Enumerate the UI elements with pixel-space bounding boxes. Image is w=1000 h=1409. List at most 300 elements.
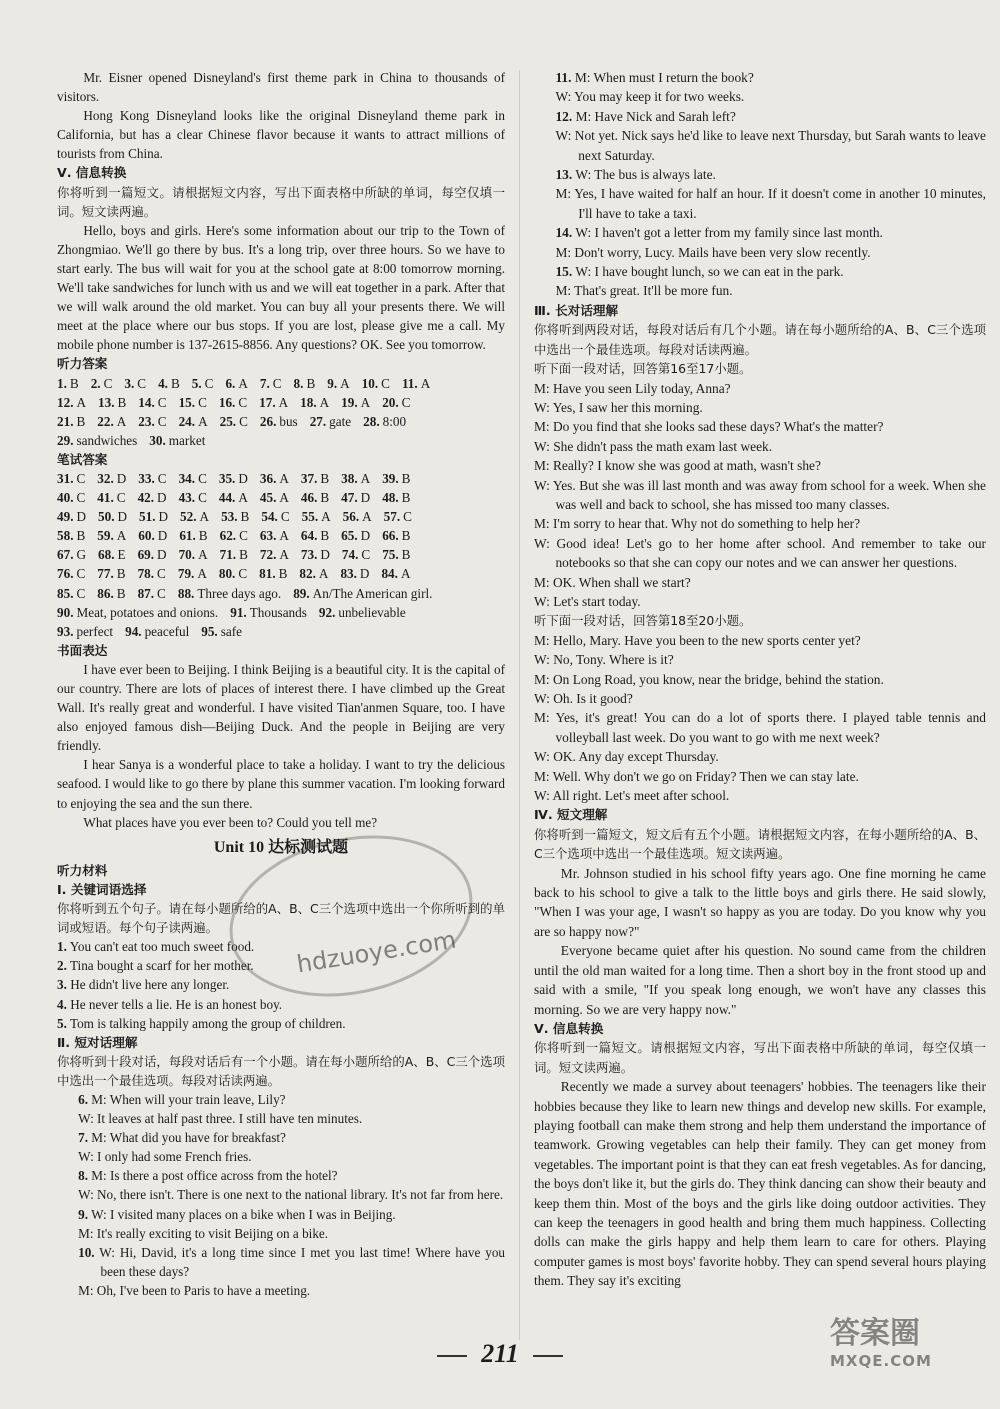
dialog-text: W: I visited many places on a bike when I was in Beijing.: [91, 1206, 396, 1222]
answer-item: [97, 564, 125, 583]
answer-value: D: [76, 509, 87, 525]
dialog-line: [57, 1185, 505, 1204]
answer-item: [310, 412, 351, 431]
answer-value: perfect: [76, 623, 114, 639]
answer-value: B: [116, 585, 126, 601]
answer-number: 80.: [218, 566, 236, 582]
answer-value: D: [360, 490, 371, 506]
section-title: Ⅱ. 短对话理解: [57, 1034, 138, 1050]
answer-item: [57, 564, 85, 583]
dialog-line: [534, 223, 986, 242]
answer-number: 93.: [57, 623, 74, 639]
item-text: Tina bought a scarf for her mother.: [69, 958, 254, 974]
dialog-list: [534, 68, 986, 301]
dialog-text: M: What did you have for breakfast?: [91, 1130, 286, 1146]
answer-row: [57, 469, 505, 488]
answer-item: [261, 507, 289, 526]
answer-number: 23.: [138, 413, 155, 429]
answer-item: [260, 374, 282, 393]
passage: Mr. Johnson studied in his school fifty years ago. One fine morning he came back to his school to give a talk to the little boys and girls there. He said slowly, "When I was your age, I wasn't so happy as you are today. Do you know why you are so happy now?": [534, 865, 986, 939]
answer-number: 24.: [178, 413, 196, 429]
answer-row: [57, 564, 505, 583]
answer-number: 81.: [259, 566, 276, 582]
answer-value: B: [198, 528, 208, 544]
answer-number: 49.: [57, 509, 74, 525]
answer-value: C: [198, 470, 207, 486]
answer-item: [57, 469, 85, 488]
answer-number: 63.: [259, 528, 277, 544]
answer-number: 94.: [125, 623, 142, 639]
answer-value: A: [360, 394, 371, 410]
dialog-text: M: When will your train leave, Lily?: [91, 1091, 286, 1107]
dialog-line: M: Do you find that she looks sad these days? What's the matter?: [534, 419, 884, 435]
paragraph: I have ever been to Beijing. I think Beijing is a beautiful city. It is the capital of our country. There are lots of places of interest there. I have climbed up the Great Wall. It's really great and wonderful. I have visited Tian'anmen Square, too. I have also enjoyed famous dish—Beijing Duck. And the people in Beijing are very friendly.: [57, 661, 505, 754]
answer-item: [294, 374, 316, 393]
answer-item: [138, 584, 166, 603]
answer-number: 89.: [293, 585, 310, 601]
answer-number: 38.: [341, 470, 358, 486]
answer-number: 28.: [363, 413, 380, 429]
item-number: 2.: [57, 958, 67, 974]
answer-item: [219, 393, 247, 412]
answer-number: 57.: [383, 509, 401, 525]
answer-number: 10.: [361, 375, 379, 391]
answer-value: B: [76, 528, 86, 544]
answer-item: [299, 564, 328, 583]
section-title: 听力材料: [57, 862, 108, 878]
answer-item: [341, 488, 370, 507]
answer-number: 61.: [179, 528, 196, 544]
answer-item: [97, 584, 125, 603]
answer-value: An/The American girl.: [312, 585, 433, 601]
answer-number: 51.: [139, 509, 156, 525]
answer-item: [57, 393, 86, 412]
answer-number: 8.: [293, 375, 304, 391]
dialog-line: W: Let's start today.: [534, 593, 641, 609]
answer-value: gate: [329, 413, 352, 429]
answer-row: [57, 374, 505, 393]
answer-number: 84.: [381, 566, 398, 582]
answer-item: [219, 564, 247, 583]
answer-row: [57, 412, 505, 431]
dialog-line: W: Good idea! Let's go to her home after school. And remember to take our notebooks so that she can copy our notes and we can answer her questions.: [534, 535, 986, 571]
answer-value: E: [117, 547, 126, 563]
answer-number: 69.: [137, 547, 155, 563]
answer-item: [138, 412, 166, 431]
answer-value: Thousands: [249, 604, 307, 620]
item-number: 11.: [555, 70, 572, 85]
answer-number: 18.: [300, 394, 317, 410]
item-number: 4.: [57, 996, 67, 1012]
answer-item: [138, 393, 166, 412]
dialog-text: M: Yes, I have waited for half an hour. If it doesn't come in another 10 minutes, I'll have to take a taxi.: [555, 186, 986, 221]
answer-value: D: [320, 547, 330, 563]
answer-item: [219, 469, 248, 488]
answer-value: A: [279, 470, 289, 486]
answer-number: 45.: [259, 490, 277, 506]
answer-number: 19.: [341, 394, 358, 410]
answer-item: [382, 469, 410, 488]
answer-value: B: [170, 375, 180, 391]
answer-item: [301, 545, 330, 564]
answer-item: [57, 603, 218, 622]
answer-value: A: [340, 375, 350, 391]
instruction: 你将听到两段对话，每段对话后有几个小题。请在每小题所给的A、B、C三个选项中选出一个最佳选项。每段对话读两遍。: [534, 322, 986, 357]
answer-number: 59.: [97, 528, 114, 544]
answer-item: [340, 564, 369, 583]
answers-title: 笔试答案: [57, 451, 108, 467]
item-text: He didn't live here any longer.: [70, 977, 230, 993]
dialog-text: M: Oh, I've been to Paris to have a meeting.: [78, 1282, 311, 1298]
dialog-line: M: Well. Why don't we go on Friday? Then we can stay late.: [534, 768, 859, 784]
answer-number: 76.: [57, 566, 74, 582]
answer-item: [220, 412, 248, 431]
left-column: [57, 68, 505, 1300]
answer-number: 14.: [138, 394, 155, 410]
dialog-line: [534, 68, 986, 87]
answer-value: A: [319, 394, 330, 410]
answer-number: 1.: [57, 375, 67, 391]
answer-value: A: [279, 528, 289, 544]
answer-item: [179, 469, 207, 488]
answer-number: 73.: [300, 547, 318, 563]
answer-row: [57, 603, 505, 622]
right-column: [534, 68, 986, 1291]
answer-value: G: [76, 547, 87, 563]
answer-number: 50.: [98, 509, 115, 525]
answer-item: [382, 545, 410, 564]
dialog-line: W: Oh. Is it good?: [534, 691, 633, 706]
answer-number: 2.: [90, 375, 101, 391]
answer-value: C: [76, 490, 86, 506]
answer-value: C: [381, 375, 390, 391]
dialog-line: [57, 1166, 505, 1185]
answer-number: 43.: [178, 490, 196, 506]
answer-value: D: [157, 547, 167, 563]
answer-value: D: [360, 528, 371, 544]
answer-number: 55.: [301, 509, 319, 525]
dialog-line: [57, 1147, 505, 1166]
answer-item: [149, 431, 205, 450]
answer-value: B: [306, 375, 316, 391]
answer-item: [382, 526, 410, 545]
answer-item: [138, 545, 167, 564]
dialog-heading: 听下面一段对话，回答第16至17小题。: [534, 361, 752, 377]
answer-value: B: [69, 375, 79, 391]
dialog-line: [534, 243, 986, 262]
answer-value: D: [117, 509, 128, 525]
answer-item: [138, 469, 166, 488]
answer-row: [57, 545, 505, 564]
answer-value: C: [239, 413, 248, 429]
section-title: Ⅴ. 信息转换: [57, 165, 127, 181]
answer-item: [179, 393, 207, 412]
sentence-item: [57, 995, 505, 1014]
dialog-line: W: OK. Any day except Thursday.: [534, 749, 719, 765]
section-title: 书面表达: [57, 642, 108, 658]
answer-value: B: [239, 547, 248, 563]
dialog-line: W: Yes, I saw her this morning.: [534, 399, 703, 415]
answer-value: A: [278, 394, 289, 410]
answer-value: B: [320, 528, 330, 544]
item-number: 8.: [78, 1168, 88, 1184]
item-number: 6.: [78, 1091, 88, 1107]
dialog-line: [57, 1109, 505, 1128]
answer-number: 46.: [300, 490, 318, 506]
answer-value: C: [137, 375, 147, 391]
dialog-line: [57, 1281, 505, 1300]
answer-item: [225, 374, 247, 393]
answer-item: [301, 469, 329, 488]
dialog-text: M: That's great. It'll be more fun.: [555, 283, 733, 299]
answer-item: [57, 584, 85, 603]
answer-value: D: [157, 528, 168, 544]
answer-item: [382, 488, 410, 507]
answer-value: C: [204, 375, 214, 391]
answers-title: 听力答案: [57, 356, 108, 372]
instruction: 你将听到十段对话，每段对话后有一个小题。请在每小题所给的A、B、C三个选项中选出一个最佳选项。每段对话读两遍。: [57, 1053, 505, 1088]
paragraph: What places have you ever been to? Could you tell me?: [83, 814, 378, 830]
unit-title: Unit 10 达标测试题: [213, 838, 349, 856]
answer-number: 32.: [97, 470, 114, 486]
answer-number: 79.: [177, 566, 195, 582]
item-number: 5.: [57, 1015, 67, 1031]
paragraph: Hong Kong Disneyland looks like the original Disneyland theme park in California, but has a clear Chinese flavor because it wants to attract millions of tourists from China.: [57, 108, 505, 162]
answer-number: 70.: [178, 547, 196, 563]
answer-number: 86.: [97, 585, 114, 601]
answer-number: 21.: [57, 413, 74, 429]
answer-number: 58.: [57, 528, 74, 544]
section-title: Ⅴ. 信息转换: [534, 1020, 604, 1036]
answer-number: 27.: [309, 413, 327, 429]
dialog-text: M: Don't worry, Lucy. Mails have been very slow recently.: [555, 244, 871, 260]
answer-number: 13.: [98, 394, 115, 410]
instruction: 你将听到一篇短文。请根据短文内容，写出下面表格中所缺的单词，每空仅填一词。短文读两遍。: [57, 184, 505, 219]
dialog-text: M: When must I return the book?: [574, 70, 754, 85]
answer-value: B: [278, 566, 288, 582]
answer-value: B: [401, 528, 411, 544]
item-text: You can't eat too much sweet food.: [69, 939, 255, 955]
answer-item: [260, 488, 289, 507]
answer-value: C: [361, 547, 371, 563]
answer-item: [219, 488, 248, 507]
answer-number: 75.: [382, 547, 399, 563]
answer-item: [300, 393, 329, 412]
answer-value: 8:00: [382, 413, 407, 429]
answer-number: 33.: [138, 470, 155, 486]
answer-item: [230, 603, 307, 622]
answer-value: sandwiches: [76, 432, 138, 448]
answer-row: [57, 431, 505, 450]
answer-number: 56.: [342, 509, 360, 525]
answer-item: [220, 526, 248, 545]
dialog-line: M: Have you seen Lily today, Anna?: [534, 380, 731, 396]
section-title: Ⅲ. 长对话理解: [534, 302, 619, 318]
answer-item: [260, 526, 289, 545]
answer-number: 95.: [201, 623, 218, 639]
dialog-text: M: Is there a post office across from the hotel?: [91, 1168, 338, 1184]
answer-value: C: [238, 566, 248, 582]
paragraph: I hear Sanya is a wonderful place to take a holiday. I want to try the delicious seafood. I would like to go there by plane this summer vacation. I'm looking forward to enjoying the sea and the sun there.: [57, 757, 505, 811]
answer-item: [384, 507, 412, 526]
dialog-line: M: I'm sorry to hear that. Why not do something to help her?: [534, 516, 861, 532]
answer-item: [301, 526, 329, 545]
answer-item: [98, 507, 127, 526]
answer-value: C: [76, 470, 86, 486]
answer-value: market: [168, 432, 206, 448]
dialog-line: [534, 87, 986, 106]
dialog-line: M: OK. When shall we start?: [534, 574, 691, 590]
answer-number: 83.: [340, 566, 357, 582]
answer-number: 16.: [218, 394, 236, 410]
answer-item: [125, 622, 189, 641]
answer-item: [138, 488, 167, 507]
answer-number: 67.: [57, 547, 74, 563]
dialog-list: [57, 1090, 505, 1300]
answer-number: 37.: [300, 470, 318, 486]
answer-value: C: [238, 394, 248, 410]
answer-number: 87.: [137, 585, 155, 601]
answer-item: [302, 507, 331, 526]
dialog-line: [57, 1205, 505, 1224]
answer-item: [57, 374, 79, 393]
answer-number: 44.: [218, 490, 236, 506]
answer-number: 71.: [219, 547, 237, 563]
answer-number: 31.: [57, 470, 74, 486]
dialog-line: [534, 281, 986, 300]
answer-value: A: [199, 509, 210, 525]
watermark-text: hdzuoye.com: [294, 925, 458, 979]
answer-value: A: [116, 528, 127, 544]
answer-value: Three days ago.: [197, 585, 282, 601]
item-text: He never tells a lie. He is an honest boy.: [70, 996, 283, 1012]
answer-number: 22.: [97, 413, 114, 429]
item-number: 14.: [555, 225, 573, 241]
answer-item: [138, 564, 166, 583]
answer-number: 72.: [259, 547, 277, 563]
dialog-line: W: She didn't pass the math exam last week.: [534, 438, 773, 454]
answer-row: [57, 507, 505, 526]
answer-item: [260, 545, 289, 564]
answer-value: B: [320, 470, 330, 486]
answer-value: A: [279, 490, 289, 506]
answer-item: [57, 545, 86, 564]
long-dialog: [534, 379, 986, 612]
answer-value: A: [76, 394, 87, 410]
answer-value: A: [238, 490, 248, 506]
answer-item: [259, 393, 288, 412]
dialog-line: [57, 1090, 505, 1109]
answer-value: B: [401, 547, 411, 563]
page-number: 211: [0, 1339, 1000, 1369]
answer-number: 34.: [178, 470, 196, 486]
answer-number: 11.: [401, 375, 418, 391]
answer-number: 35.: [218, 470, 236, 486]
answer-number: 64.: [300, 528, 318, 544]
answer-value: B: [401, 470, 411, 486]
dialog-line: [534, 107, 986, 126]
answer-number: 17.: [259, 394, 276, 410]
instruction: 你将听到五个句子。请在每小题所给的A、B、C三个选项中选出一个你所听到的单词或短语。每个句子读两遍。: [57, 901, 505, 936]
dialog-line: [534, 126, 986, 165]
answer-value: C: [401, 394, 411, 410]
answer-item: [301, 488, 329, 507]
answer-item: [382, 393, 410, 412]
item-number: 10.: [78, 1244, 95, 1260]
answer-item: [158, 374, 180, 393]
dialog-heading: 听下面一段对话，回答第18至20小题。: [534, 613, 752, 629]
answer-number: 52.: [180, 509, 197, 525]
dialog-text: W: No, there isn't. There is one next to the national library. It's not far from here.: [78, 1187, 504, 1203]
answer-item: [57, 622, 113, 641]
answer-value: A: [362, 509, 372, 525]
answer-number: 25.: [219, 413, 237, 429]
answer-item: [179, 488, 207, 507]
answer-number: 15.: [178, 394, 196, 410]
answer-item: [57, 507, 86, 526]
answer-item: [192, 374, 214, 393]
item-number: 13.: [555, 167, 573, 183]
answer-number: 65.: [341, 528, 358, 544]
answer-value: A: [198, 413, 208, 429]
answer-item: [341, 526, 370, 545]
answer-number: 7.: [259, 375, 270, 391]
answer-value: C: [157, 470, 167, 486]
dialog-line: [57, 1224, 505, 1243]
dialog-line: M: Really? I know she was good at math, wasn't she?: [534, 458, 821, 474]
answer-row: [57, 393, 505, 412]
answer-number: 26.: [259, 413, 277, 429]
dialog-text: W: I only had some French fries.: [78, 1149, 252, 1165]
answer-number: 74.: [341, 547, 359, 563]
answer-value: bus: [279, 413, 298, 429]
answer-item: [97, 488, 125, 507]
answer-item: [178, 564, 207, 583]
answer-number: 20.: [382, 394, 399, 410]
answer-number: 48.: [382, 490, 399, 506]
dialog-line: [534, 262, 986, 281]
item-number: 3.: [57, 977, 67, 993]
answer-item: [402, 374, 430, 393]
dialog-text: W: I have bought lunch, so we can eat in the park.: [575, 264, 844, 280]
dialog-text: W: Not yet. Nick says he'd like to leave next Thursday, but Sarah wants to leave next Saturday.: [555, 128, 986, 163]
passage: Recently we made a survey about teenagers' hobbies. The teenagers like their hobbies because they like to learn new things and develop new skills. For example, playing football can make them strong and help them understand the importance of teamwork. Growing vegetables can help their family. They can get money from vegetables. The important point is that they can eat fresh vegetables. As for dancing, the boys don't like it, but the girls do. They think dancing can show their beauty and keep them thin. Most of the boys and the girls like doing outdoor activities. They can keep the teenagers in good health and bring them much happiness. Collecting dolls can make the girls happy and help them learn to care for others. Playing computer games is most boys' favorite hobby. They can spend several hours playing them. They say it's exciting: [534, 1079, 986, 1289]
dialog-line: W: No, Tony. Where is it?: [534, 652, 674, 668]
section-title: Ⅳ. 短文理解: [534, 807, 608, 823]
answer-value: C: [116, 490, 126, 506]
instruction: 你将听到一篇短文，短文后有五个小题。请根据短文内容，在每小题所给的A、B、C三个选项中选出一个最佳选项。短文读两遍。: [534, 826, 986, 862]
answer-row: [57, 622, 505, 641]
long-dialog: [534, 631, 986, 806]
answer-item: [342, 545, 370, 564]
answer-value: A: [279, 547, 289, 563]
answer-value: C: [76, 585, 86, 601]
answer-number: 90.: [57, 604, 74, 620]
answer-value: C: [157, 566, 166, 582]
answer-number: 85.: [57, 585, 74, 601]
dialog-line: [57, 1128, 505, 1147]
answer-value: C: [76, 566, 86, 582]
answer-number: 30.: [149, 432, 166, 448]
answer-number: 41.: [97, 490, 114, 506]
answer-value: A: [400, 566, 411, 582]
item-number: 9.: [78, 1206, 88, 1222]
answer-number: 92.: [318, 604, 336, 620]
answer-value: A: [198, 547, 208, 563]
answer-value: D: [116, 470, 127, 486]
answer-item: [98, 393, 126, 412]
answer-value: unbelievable: [338, 604, 406, 620]
